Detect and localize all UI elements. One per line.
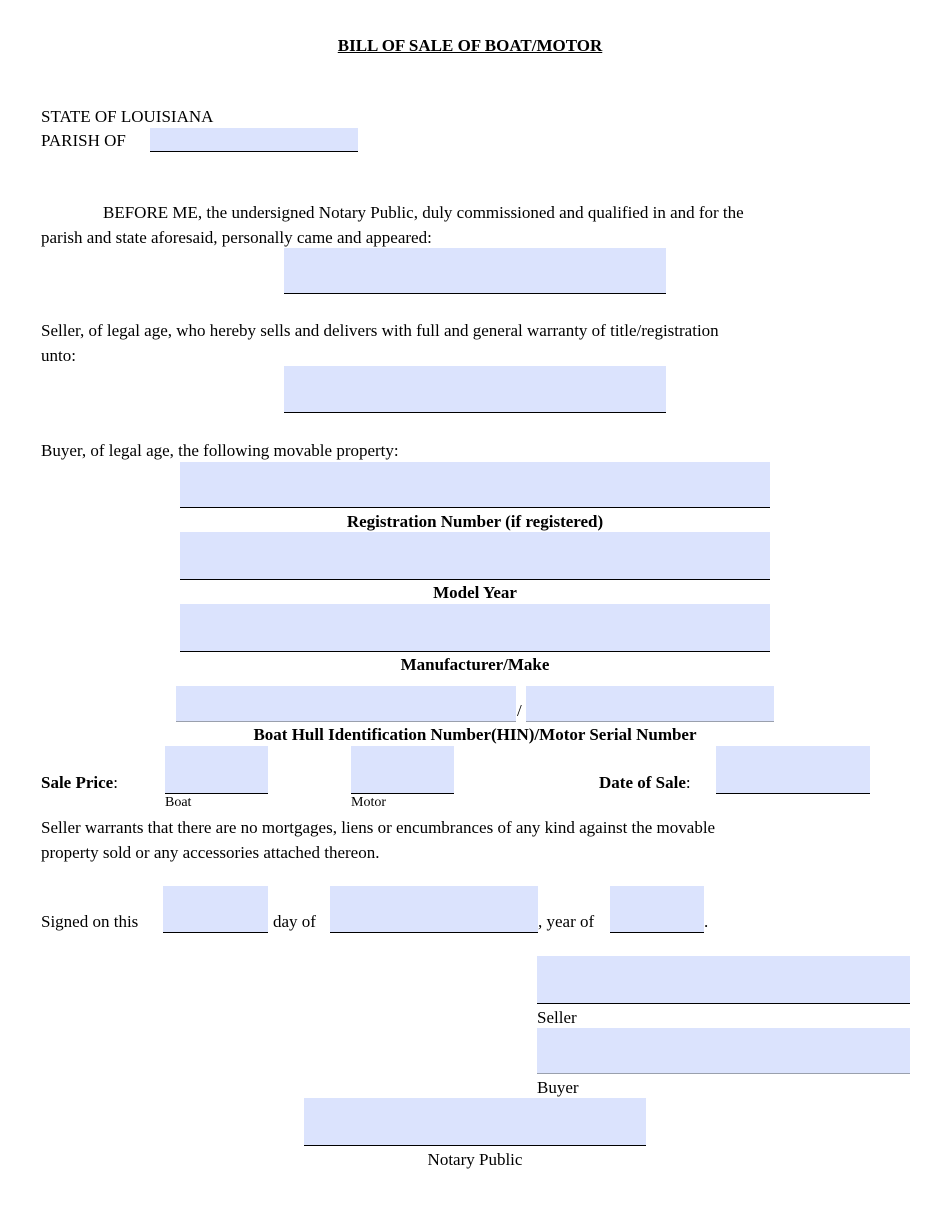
hin-label: Boat Hull Identification Number(HIN)/Motor Serial Number: [253, 725, 697, 744]
motor-price-field[interactable]: [351, 746, 454, 794]
motor-price-label: Motor: [351, 795, 386, 810]
date-of-sale-label: [599, 772, 691, 794]
registration-number-field[interactable]: [180, 462, 770, 508]
day-of-label: day of: [273, 912, 316, 931]
date-of-sale-colon: :: [685, 773, 691, 792]
notary-signature-field[interactable]: [304, 1098, 646, 1146]
parish-field[interactable]: [150, 128, 358, 152]
document-title: BILL OF SALE OF BOAT/MOTOR: [337, 36, 603, 55]
seller-line-1: Seller, of legal age, who hereby sells and delivers with full and general warranty of title/registration: [41, 321, 719, 340]
buyer-signature-label: Buyer: [537, 1078, 579, 1097]
model-year-label: Model Year: [433, 583, 517, 602]
intro-line-2: parish and state aforesaid, personally came and appeared:: [41, 228, 432, 247]
sale-price-label: [41, 772, 118, 794]
buyer-line: Buyer, of legal age, the following movable property:: [41, 441, 399, 460]
boat-price-field[interactable]: [165, 746, 268, 794]
make-field[interactable]: [180, 604, 770, 652]
warranty-line-1: Seller warrants that there are no mortgages, liens or encumbrances of any kind against the movable: [41, 818, 716, 837]
seller-name-field[interactable]: [284, 248, 666, 294]
sale-price-label-text: Sale Price: [41, 773, 114, 792]
date-of-sale-label-text: Date of Sale: [599, 773, 686, 792]
intro-line-1: BEFORE ME, the undersigned Notary Public, duly commissioned and qualified in and for the: [103, 203, 744, 222]
hin-slash: /: [517, 701, 522, 720]
notary-signature-label: Notary Public: [427, 1150, 523, 1169]
signed-on-label: Signed on this: [41, 912, 139, 931]
signed-day-field[interactable]: [163, 886, 268, 933]
seller-line-2: unto:: [41, 346, 76, 365]
registration-number-label: Registration Number (if registered): [346, 512, 604, 531]
sale-price-colon: :: [113, 773, 118, 792]
make-label: Manufacturer/Make: [400, 655, 550, 674]
buyer-name-field[interactable]: [284, 366, 666, 413]
boat-price-label: Boat: [165, 795, 192, 810]
signed-month-field[interactable]: [330, 886, 538, 933]
warranty-line-2: property sold or any accessories attached thereon.: [41, 843, 380, 862]
seller-signature-label: Seller: [537, 1008, 577, 1027]
motor-serial-field[interactable]: [526, 686, 774, 722]
model-year-field[interactable]: [180, 532, 770, 580]
seller-signature-field[interactable]: [537, 956, 910, 1004]
date-of-sale-field[interactable]: [716, 746, 870, 794]
hull-id-field[interactable]: [176, 686, 516, 722]
state-line: STATE OF LOUISIANA: [41, 107, 214, 126]
signed-year-field[interactable]: [610, 886, 704, 933]
signed-period: .: [704, 912, 709, 931]
parish-label: PARISH OF: [41, 131, 126, 150]
buyer-signature-field[interactable]: [537, 1028, 910, 1074]
year-of-label: , year of: [538, 912, 595, 931]
